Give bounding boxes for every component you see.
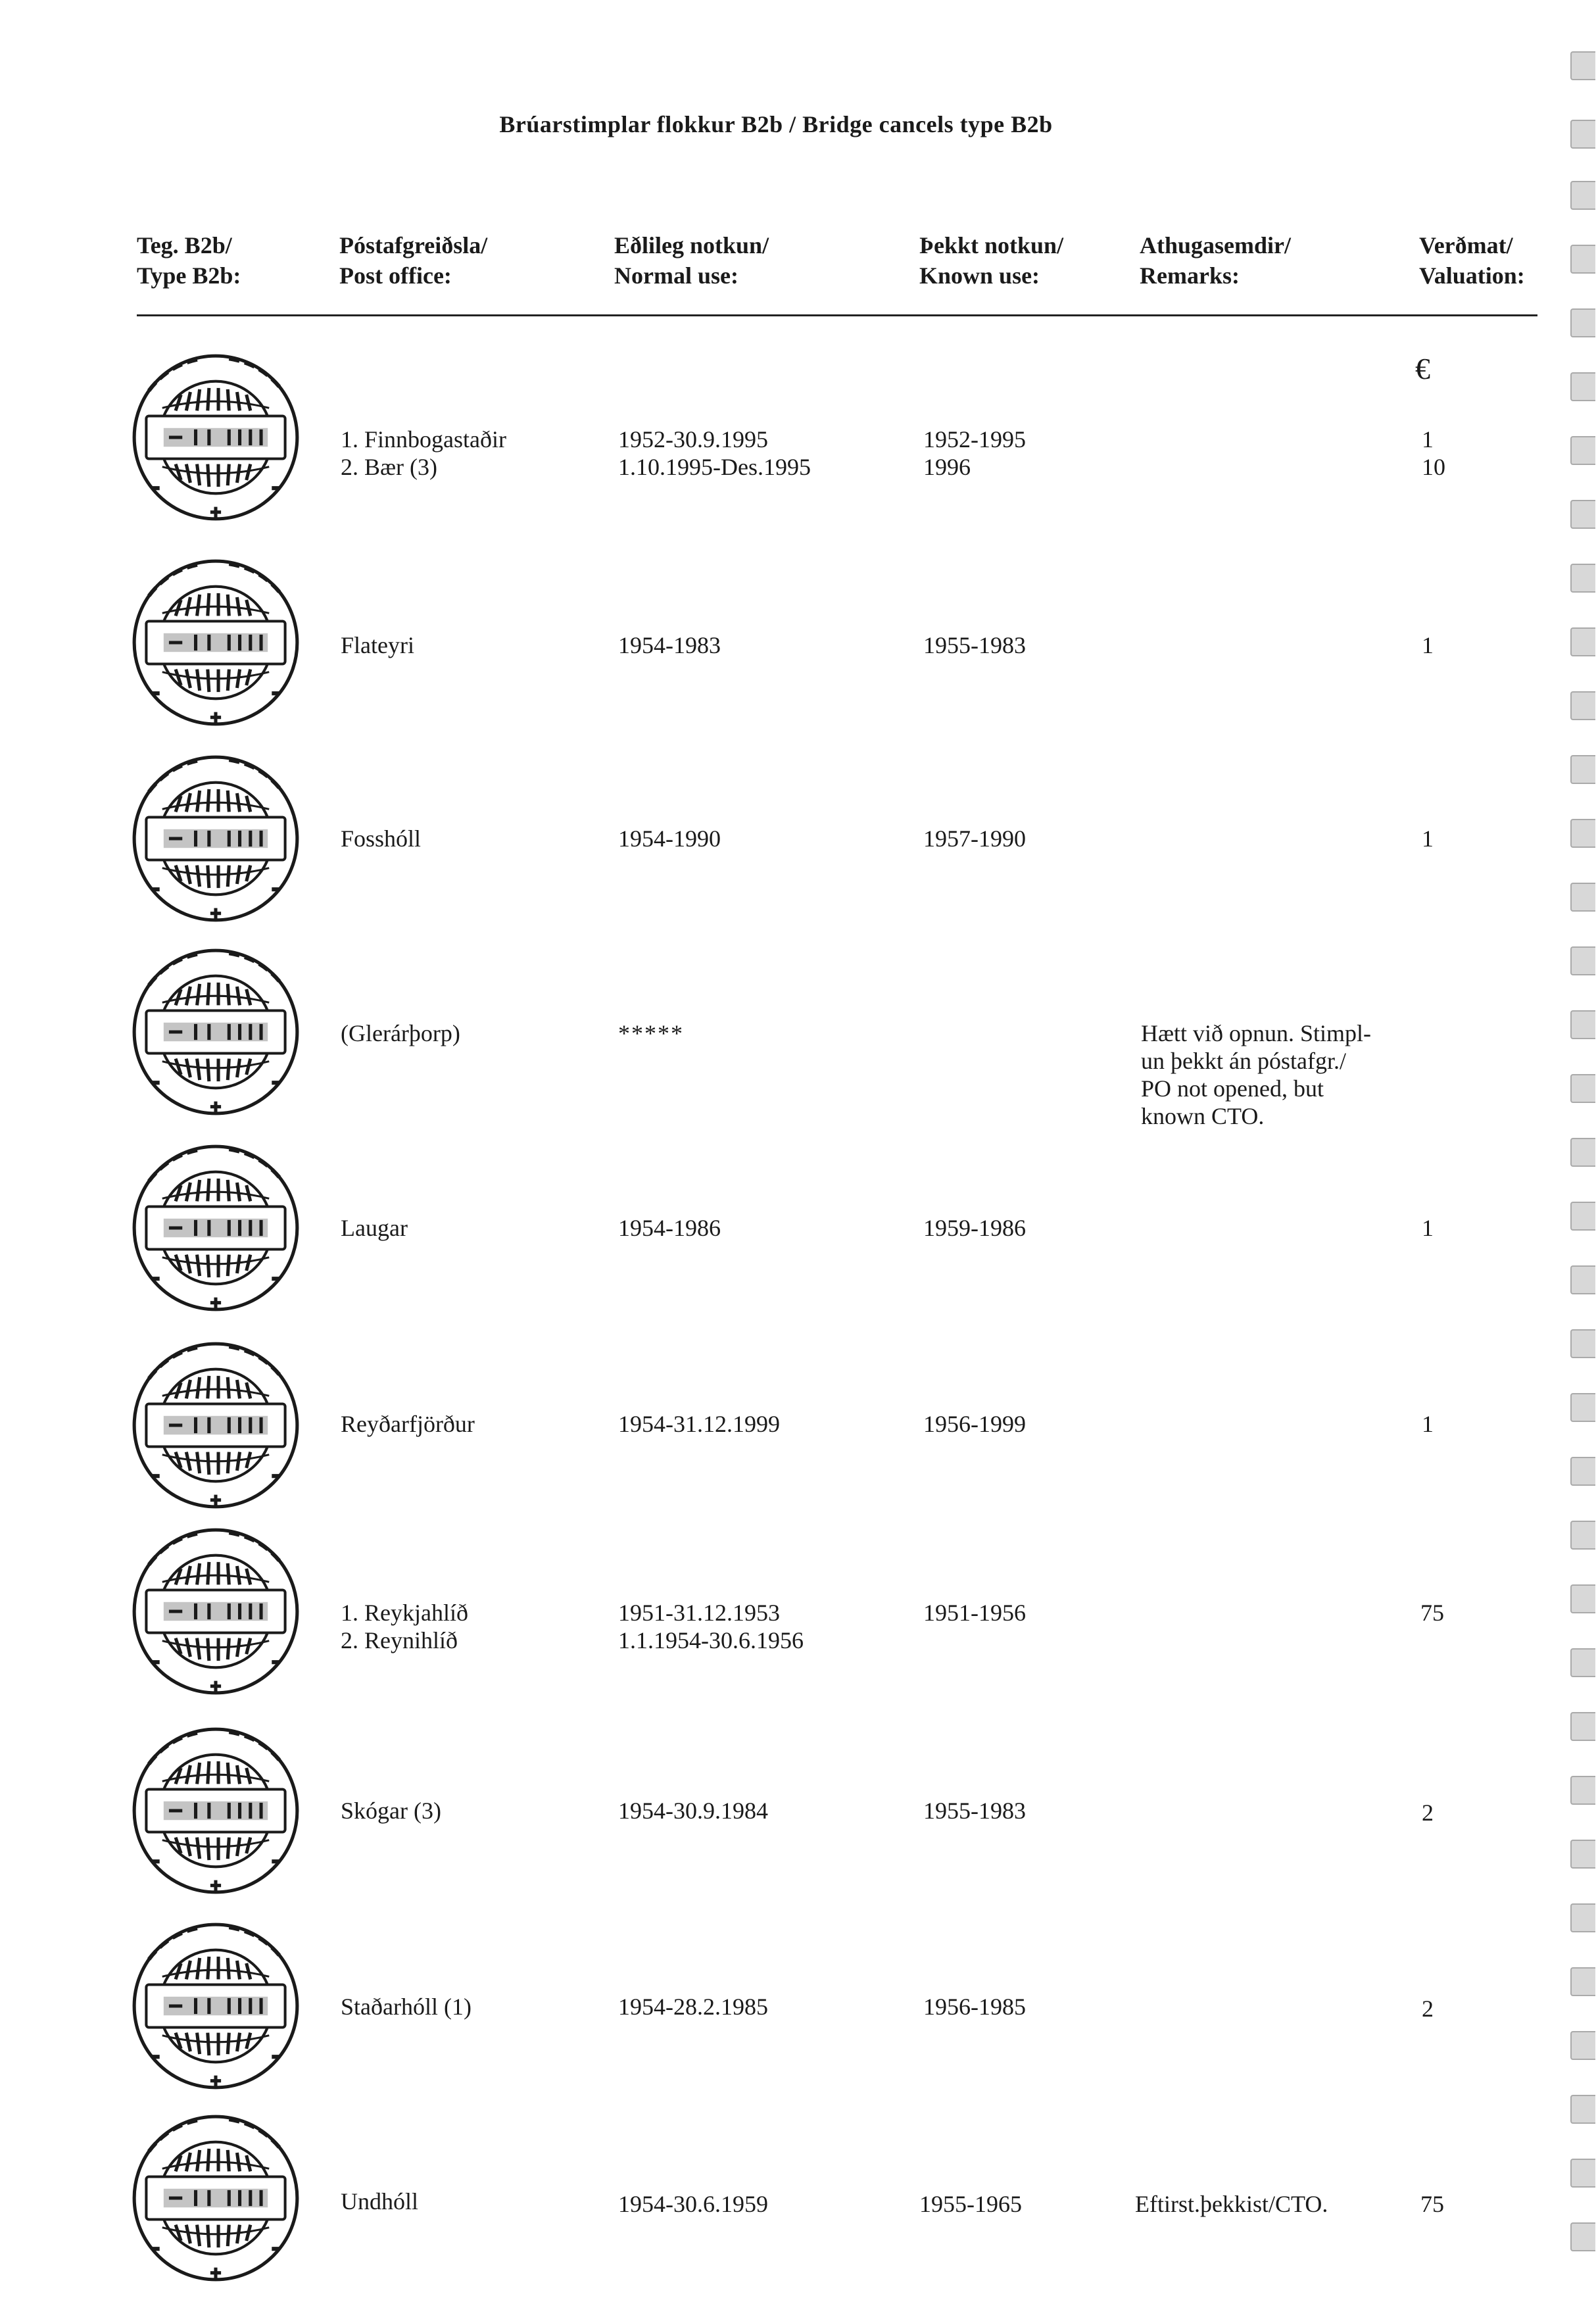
- binder-ring: [1570, 1967, 1595, 1996]
- normal-use-cell: 1954-31.12.1999: [618, 1411, 780, 1437]
- remarks-cell: Hætt við opnun. Stimpl- un þekkt án póstafgr./ PO not opened, but known CTO.: [1141, 1020, 1372, 1129]
- postmark-image: [129, 752, 302, 925]
- binder-ring: [1570, 1074, 1595, 1103]
- postmark-image: [129, 945, 302, 1119]
- binder-ring: [1570, 1329, 1595, 1358]
- postmark-image: [129, 2111, 302, 2285]
- postmark-image: [129, 1724, 302, 1898]
- postmark-stamp-image: [129, 351, 302, 524]
- known-use-cell: 1959-1986: [923, 1215, 1026, 1241]
- office-cell: 1. Reykjahlíð 2. Reynihlíð: [341, 1600, 468, 1653]
- column-header-line: Eðlileg notkun/: [614, 232, 769, 258]
- known-use-cell: 1955-1983: [923, 1798, 1026, 1824]
- normal-use-cell: 1954-30.9.1984: [618, 1798, 768, 1824]
- column-header-valuation: [1419, 230, 1525, 291]
- postmark-image: [129, 1338, 302, 1512]
- binder-rings: [1570, 0, 1596, 2302]
- binder-ring: [1570, 500, 1595, 529]
- binder-ring: [1570, 1265, 1595, 1294]
- known-use-cell: 1951-1956: [923, 1600, 1026, 1626]
- postmark-image: [129, 1525, 302, 1698]
- binder-ring: [1570, 2095, 1595, 2124]
- binder-ring: [1570, 819, 1595, 848]
- binder-ring: [1570, 755, 1595, 784]
- currency-symbol: €: [1415, 352, 1430, 385]
- postmark-stamp-image: [129, 1919, 302, 2093]
- binder-ring: [1570, 1840, 1595, 1869]
- binder-ring: [1570, 883, 1595, 912]
- normal-use-cell: 1952-30.9.1995 1.10.1995-Des.1995: [618, 426, 811, 480]
- postmark-stamp-image: [129, 945, 302, 1119]
- office-cell: Fosshóll: [341, 825, 422, 852]
- binder-ring: [1570, 2031, 1595, 2060]
- binder-ring: [1570, 564, 1595, 593]
- office-cell: 1. Finnbogastaðir 2. Bær (3): [341, 426, 506, 480]
- binder-ring: [1570, 1138, 1595, 1167]
- office-cell: Staðarhóll (1): [341, 1994, 472, 2020]
- binder-ring: [1570, 1776, 1595, 1805]
- postmark-image: [129, 1141, 302, 1315]
- valuation-cell: 1: [1422, 825, 1434, 852]
- valuation-cell: 1: [1422, 1411, 1434, 1437]
- binder-ring: [1570, 1648, 1595, 1677]
- known-use-cell: 1957-1990: [923, 825, 1026, 852]
- valuation-cell: 75: [1420, 1600, 1444, 1626]
- binder-ring: [1570, 1393, 1595, 1422]
- postmark-stamp-image: [129, 556, 302, 729]
- column-header-line: Athugasemdir/: [1140, 232, 1292, 258]
- column-header-post-office: [339, 230, 487, 291]
- normal-use-cell: 1954-1983: [618, 632, 721, 658]
- binder-ring: [1570, 51, 1595, 80]
- office-cell: Laugar: [341, 1215, 408, 1241]
- column-header-line: Remarks:: [1140, 262, 1240, 289]
- binder-ring: [1570, 181, 1595, 210]
- normal-use-cell: 1954-30.6.1959: [618, 2191, 768, 2217]
- column-header-line: Post office:: [339, 262, 452, 289]
- column-header-line: Verðmat/: [1419, 232, 1513, 258]
- valuation-cell: 1 10: [1422, 426, 1445, 480]
- postmark-stamp-image: [129, 1525, 302, 1698]
- column-header-line: Valuation:: [1419, 262, 1525, 289]
- remarks-cell: Eftirst.þekkist/CTO.: [1135, 2191, 1328, 2217]
- column-header-line: Póstafgreiðsla/: [339, 232, 488, 258]
- postmark-image: [129, 556, 302, 729]
- postmark-stamp-image: [129, 1141, 302, 1315]
- valuation-cell: 2: [1422, 1800, 1434, 1826]
- column-header-normal-use: [614, 230, 769, 291]
- binder-ring: [1570, 436, 1595, 465]
- normal-use-cell: 1954-1990: [618, 825, 721, 852]
- binder-ring: [1570, 1712, 1595, 1741]
- binder-ring: [1570, 2222, 1595, 2251]
- known-use-cell: 1955-1983: [923, 632, 1026, 658]
- binder-ring: [1570, 1010, 1595, 1039]
- binder-ring: [1570, 2159, 1595, 2188]
- valuation-cell: 75: [1420, 2191, 1444, 2217]
- known-use-cell: 1956-1999: [923, 1411, 1026, 1437]
- postmark-stamp-image: [129, 752, 302, 925]
- column-header-type: [137, 230, 241, 291]
- normal-use-cell: 1951-31.12.1953 1.1.1954-30.6.1956: [618, 1600, 804, 1653]
- known-use-cell: 1956-1985: [923, 1994, 1026, 2020]
- column-header-line: Known use:: [919, 262, 1040, 289]
- column-header-line: Normal use:: [614, 262, 738, 289]
- known-use-cell: 1952-1995 1996: [923, 426, 1026, 480]
- valuation-cell: 1: [1422, 632, 1434, 658]
- normal-use-cell: *****: [618, 1020, 684, 1046]
- office-cell: Reyðarfjörður: [341, 1411, 475, 1437]
- column-header-known-use: [919, 230, 1063, 291]
- known-use-cell: 1955-1965: [919, 2191, 1022, 2217]
- binder-ring: [1570, 946, 1595, 975]
- column-header-remarks: [1140, 230, 1291, 291]
- binder-ring: [1570, 1521, 1595, 1550]
- postmark-stamp-image: [129, 1724, 302, 1898]
- column-header-line: Teg. B2b/: [137, 232, 232, 258]
- column-header-line: Þekkt notkun/: [919, 232, 1064, 258]
- valuation-cell: 2: [1422, 1996, 1434, 2022]
- binder-ring: [1570, 308, 1595, 337]
- page-title: Brúarstimplar flokkur B2b / Bridge cancels type B2b: [499, 111, 1053, 137]
- binder-ring: [1570, 1202, 1595, 1231]
- office-cell: Flateyri: [341, 632, 414, 658]
- postmark-image: [129, 1919, 302, 2093]
- header-rule: [137, 314, 1537, 316]
- binder-ring: [1570, 1903, 1595, 1932]
- office-cell: Skógar (3): [341, 1798, 441, 1824]
- binder-ring: [1570, 1457, 1595, 1486]
- valuation-cell: 1: [1422, 1215, 1434, 1241]
- normal-use-cell: 1954-1986: [618, 1215, 721, 1241]
- office-cell: (Glerárþorp): [341, 1020, 460, 1046]
- binder-ring: [1570, 372, 1595, 401]
- postmark-stamp-image: [129, 1338, 302, 1512]
- normal-use-cell: 1954-28.2.1985: [618, 1994, 768, 2020]
- binder-ring: [1570, 1584, 1595, 1613]
- postmark-stamp-image: [129, 2111, 302, 2285]
- column-header-line: Type B2b:: [137, 262, 241, 289]
- office-cell: Undhóll: [341, 2188, 419, 2215]
- binder-ring: [1570, 120, 1595, 149]
- binder-ring: [1570, 245, 1595, 274]
- postmark-image: [129, 351, 302, 524]
- binder-ring: [1570, 691, 1595, 720]
- binder-ring: [1570, 627, 1595, 656]
